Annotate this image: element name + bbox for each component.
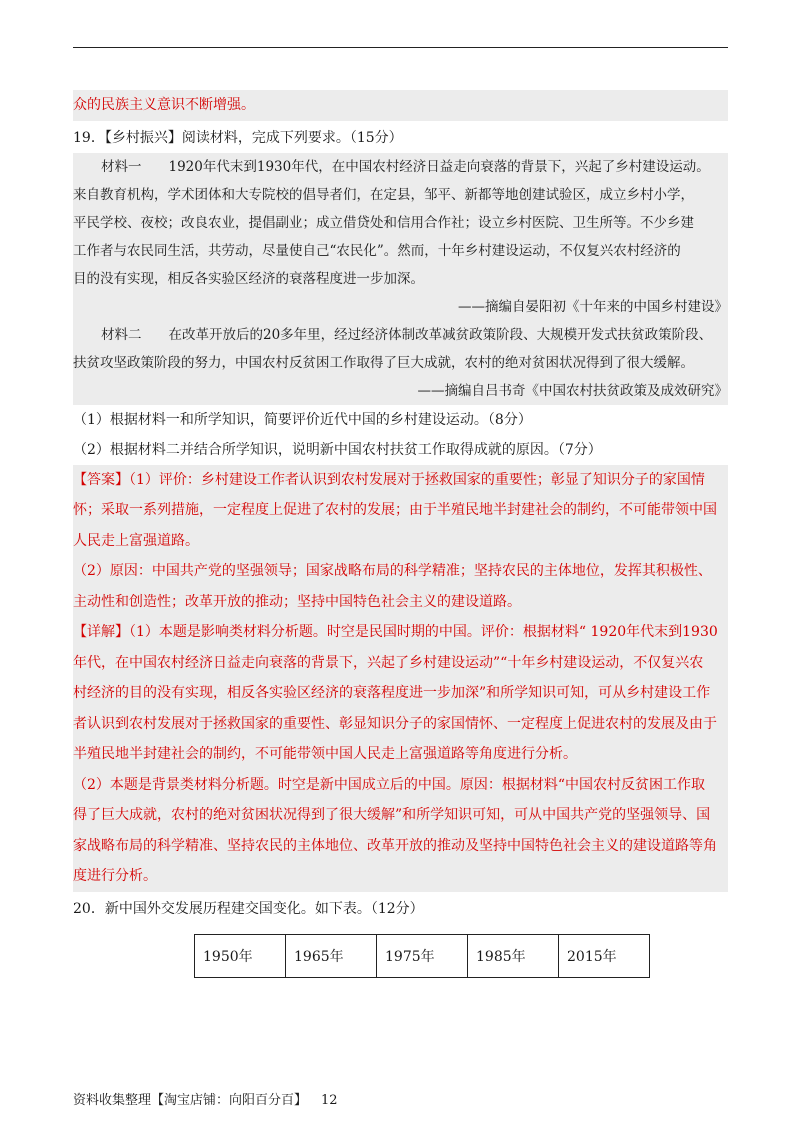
footer-source: 资料收集整理【淘宝店铺：向阳百分百】: [73, 1093, 308, 1108]
material-2-line: 材料二 在改革开放后的20多年里，经过经济体制改革减贫政策阶段、大规模开发式扶贫政策阶段、: [101, 326, 713, 343]
page-number: 12: [321, 1093, 338, 1108]
year-cell: 2015年: [559, 934, 650, 977]
explanation-line: 年代，在中国农村经济日益走向衰落的背景下，兴起了乡村建设运动”“十年乡村建设运动，不仅复兴农: [73, 654, 704, 671]
answer-line: 【答案】（1）评价：乡村建设工作者认识到农村发展对于拯救国家的重要性；彰显了知识分子的家国情: [73, 471, 705, 488]
previous-answer-tail: 众的民族主义意识不断增强。: [73, 90, 728, 121]
year-cell: 1985年: [468, 934, 559, 977]
year-cell: 1950年: [195, 934, 286, 977]
material-1-line: 来自教育机构，学术团体和大专院校的倡导者们，在定县，邹平、新都等地创建试验区，成立乡村小学，: [73, 186, 694, 203]
material-2-line: 扶贫攻坚政策阶段的努力，中国农村反贫困工作取得了巨大成就，农村的绝对贫困状况得到了很大缓解。: [73, 354, 694, 371]
explanation-line: 家战略布局的科学精准、坚持农民的主体地位、改革开放的推动及坚持中国特色社会主义的建设道路等角: [73, 837, 717, 854]
answer-line: 主动性和创造性；改革开放的推动；坚持中国特色社会主义的建设道路。: [73, 593, 521, 610]
question-19-sub-2: （2）根据材料二并结合所学知识，说明新中国农村扶贫工作取得成就的原因。（7分）: [73, 441, 602, 458]
explanation-line: （2）本题是背景类材料分析题。时空是新中国成立后的中国。原因：根据材料“中国农村反贫困工作取: [73, 776, 706, 793]
explanation-line: 度进行分析。: [73, 868, 157, 884]
material-1-source: ——摘编自晏阳初《十年来的中国乡村建设》: [458, 298, 728, 315]
explanation-line: 村经济的目的没有实现，相反各实验区经济的衰落程度进一步加深”和所学知识可知，可从乡村建设工作: [73, 685, 711, 701]
answer-block: [73, 465, 728, 892]
year-cell: 1965年: [286, 934, 377, 977]
question-20-heading: 20．新中国外交发展历程建交国变化。如下表。（12分）: [73, 900, 424, 917]
answer-line: （2）原因：中国共产党的坚强领导；国家战略布局的科学精准；坚持农民的主体地位，发挥其积极性、: [73, 563, 712, 579]
answer-line: 人民走上富强道路。: [73, 532, 199, 549]
table-row: [195, 934, 650, 977]
question-19-sub-1: （1）根据材料一和所学知识，简要评价近代中国的乡村建设运动。（8分）: [73, 411, 532, 428]
page-content: [73, 90, 728, 978]
explanation-line: 者认识到农村发展对于拯救国家的重要性、彰显知识分子的家国情怀、一定程度上促进农村的发展及由于: [73, 715, 717, 732]
material-1-line: 平民学校、夜校；改良农业，提倡副业；成立借贷处和信用合作社；设立乡村医院、卫生所等。不少乡建: [73, 214, 694, 231]
material-2-source: ——摘编自吕书奇《中国农村扶贫政策及成效研究》: [417, 382, 728, 399]
material-1-line: 工作者与农民同生活，共劳动，尽量使自己“农民化”。然而，十年乡村建设运动，不仅复兴农村经济的: [73, 242, 681, 259]
year-cell: 1975年: [377, 934, 468, 977]
explanation-line: 【详解】（1）本题是影响类材料分析题。时空是民国时期的中国。评价：根据材料“ 1920年代末到1930: [73, 624, 718, 640]
answer-line: 怀；采取一系列措施，一定程度上促进了农村的发展；由于半殖民地半封建社会的制约，不可能带领中国: [73, 502, 717, 518]
material-1-line: 材料一 1920年代末到1930年代，在中国农村经济日益走向衰落的背景下，兴起了乡村建设运动。: [101, 158, 710, 175]
question-19-materials: [73, 153, 728, 405]
question-19-heading: 19．【乡村振兴】阅读材料，完成下列要求。（15分）: [73, 129, 403, 146]
explanation-line: 得了巨大成就，农村的绝对贫困状况得到了很大缓解”和所学知识可知，可从中国共产党的坚强领导、国: [73, 807, 711, 823]
explanation-line: 半殖民地半封建社会的制约，不可能带领中国人民走上富强道路等角度进行分析。: [73, 746, 577, 762]
diplomacy-year-table: [194, 934, 650, 978]
page-footer: [73, 1089, 338, 1108]
header-rule: [73, 47, 728, 48]
material-1-line: 目的没有实现，相反各实验区经济的衰落程度进一步加深。: [73, 270, 424, 287]
